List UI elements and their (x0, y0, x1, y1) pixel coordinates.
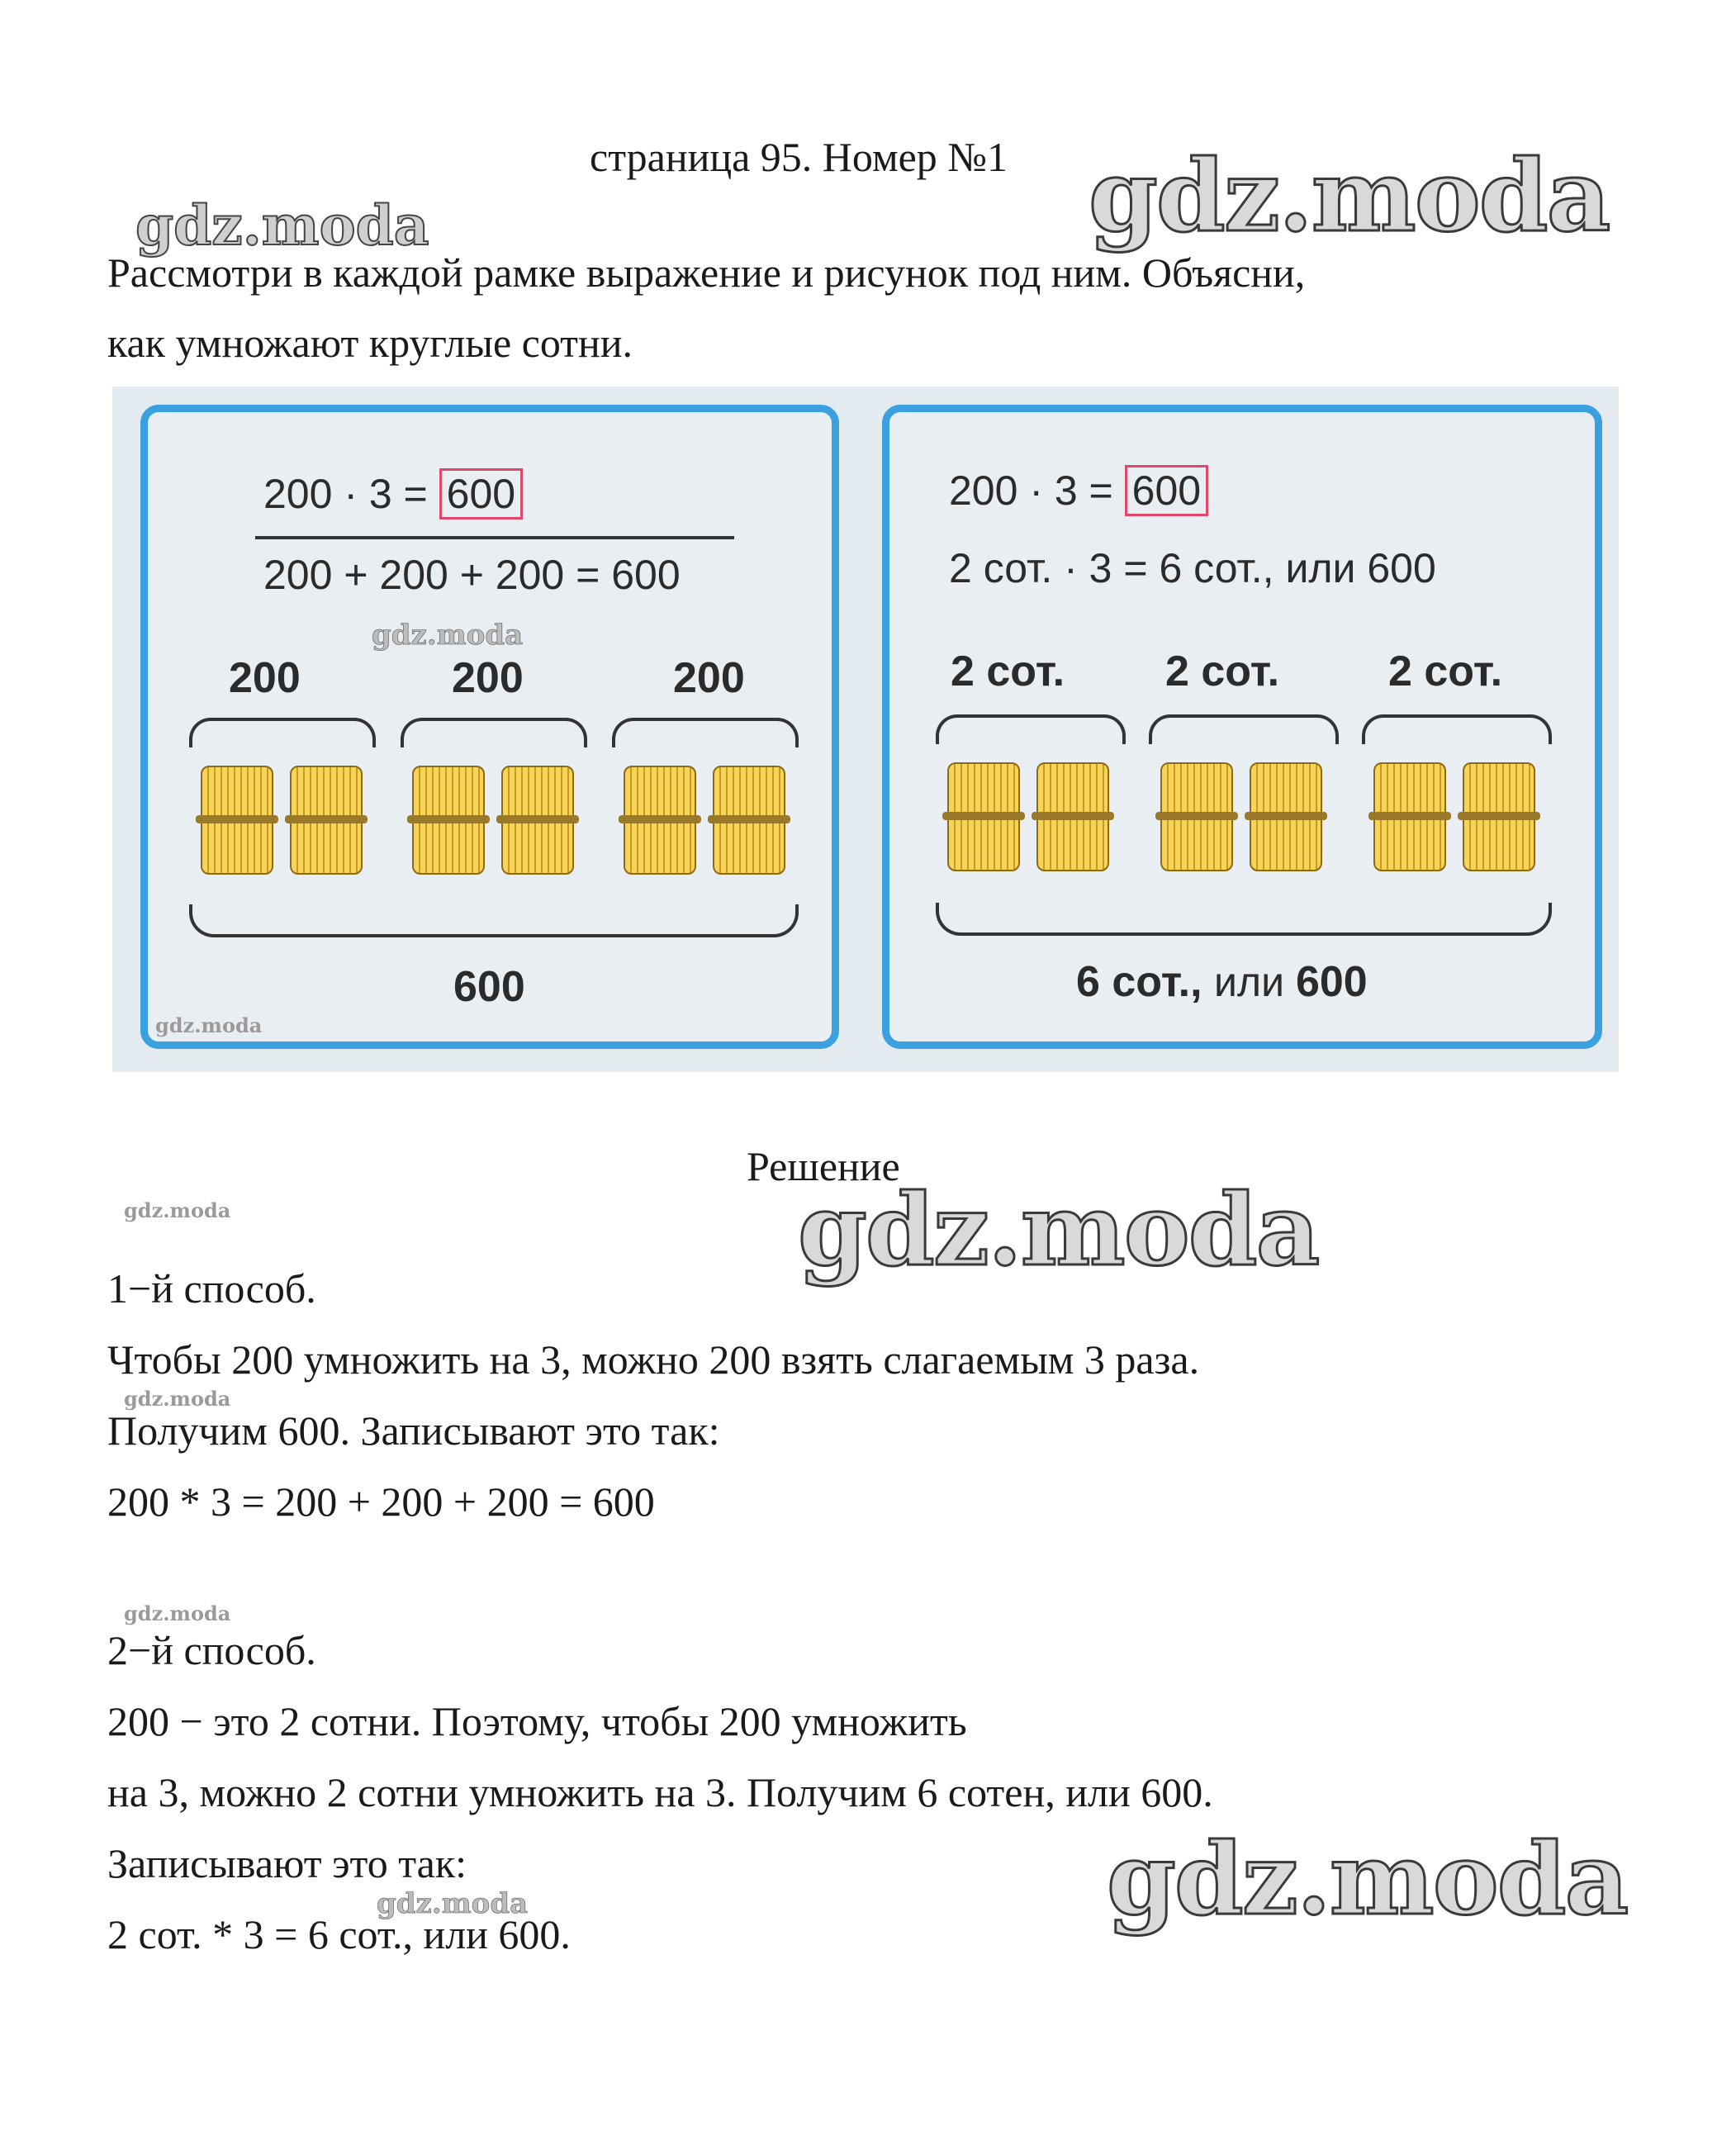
hundred-bundle (624, 766, 696, 875)
watermark: gdz.moda (1089, 138, 1610, 254)
watermark: gdz.moda (372, 619, 524, 652)
right-equation (949, 467, 1208, 514)
right-hundreds-equation: 2 сот. · 3 = 6 сот., или 600 (949, 545, 1436, 591)
solution-heading: Решение (747, 1143, 900, 1189)
right-group-label: 2 сот. (1165, 648, 1280, 695)
hundred-bundle (1373, 762, 1446, 871)
right-total-label (1076, 958, 1368, 1006)
hundred-bundle (1160, 762, 1233, 871)
right-group-label: 2 сот. (1388, 648, 1503, 695)
left-group-label: 200 (673, 654, 745, 702)
task-line-2: как умножают круглые сотни. (107, 320, 633, 366)
left-total-label: 600 (453, 963, 525, 1011)
right-group-brace (936, 714, 1126, 744)
page-title: страница 95. Номер №1 (590, 134, 1008, 180)
watermark: gdz.moda (124, 1198, 231, 1222)
hundred-bundle (1036, 762, 1109, 871)
task-line-1: Рассмотри в каждой рамке выражение и рисунок под ним. Объясни, (107, 249, 1306, 296)
left-sum-equation: 200 + 200 + 200 = 600 (263, 552, 681, 598)
hundred-bundle (412, 766, 485, 875)
right-total-word: или (1214, 959, 1285, 1005)
left-equation-result: 600 (439, 468, 523, 520)
right-group-label: 2 сот. (951, 648, 1065, 695)
left-group-label: 200 (452, 654, 524, 702)
left-frame (140, 405, 839, 1049)
method2-line-2: на 3, можно 2 сотни умножить на 3. Получим 6 сотен, или 600. (107, 1769, 1213, 1815)
method1-line-1: Чтобы 200 умножить на 3, можно 200 взять слагаемым 3 раза. (107, 1336, 1200, 1383)
left-group-brace (401, 718, 587, 747)
textbook-figure (112, 387, 1619, 1072)
left-group-brace (612, 718, 799, 747)
right-group-brace (1362, 714, 1552, 744)
watermark: gdz.moda (135, 193, 429, 258)
left-group-label: 200 (229, 654, 301, 702)
hundred-bundle (1250, 762, 1322, 871)
watermark: gdz.moda (377, 1887, 529, 1920)
method2-line-1: 200 − это 2 сотни. Поэтому, чтобы 200 умножить (107, 1698, 967, 1744)
right-total-prefix: 6 сот., (1076, 958, 1214, 1006)
method2-title: 2−й способ. (107, 1627, 316, 1673)
hundred-bundle (201, 766, 273, 875)
hundred-bundle (290, 766, 363, 875)
left-equation-lhs: 200 · 3 = (263, 471, 428, 517)
right-equation-result: 600 (1125, 465, 1208, 516)
method2-line-3: Записывают это так: (107, 1840, 467, 1886)
method1-title: 1−й способ. (107, 1265, 316, 1312)
hundred-bundle (501, 766, 574, 875)
method1-line-2: Получим 600. Записывают это так: (107, 1407, 720, 1454)
right-equation-lhs: 200 · 3 = (949, 467, 1113, 514)
watermark: gdz.moda (155, 1013, 263, 1037)
right-frame (882, 405, 1602, 1049)
method1-formula: 200 * 3 = 200 + 200 + 200 = 600 (107, 1478, 655, 1525)
hundred-bundle (1463, 762, 1535, 871)
method2-formula: 2 сот. * 3 = 6 сот., или 600. (107, 1911, 571, 1957)
watermark: gdz.moda (124, 1601, 231, 1625)
left-total-brace (189, 904, 799, 937)
hundred-bundle (713, 766, 785, 875)
watermark: gdz.moda (798, 1172, 1319, 1288)
right-group-brace (1149, 714, 1339, 744)
left-equation (263, 473, 523, 515)
watermark: gdz.moda (1107, 1821, 1628, 1938)
right-total-brace (936, 903, 1552, 936)
right-total-value: 600 (1295, 958, 1368, 1006)
watermark: gdz.moda (124, 1387, 231, 1411)
left-group-brace (189, 718, 376, 747)
hundred-bundle (947, 762, 1020, 871)
left-fraction-rule (255, 536, 734, 539)
